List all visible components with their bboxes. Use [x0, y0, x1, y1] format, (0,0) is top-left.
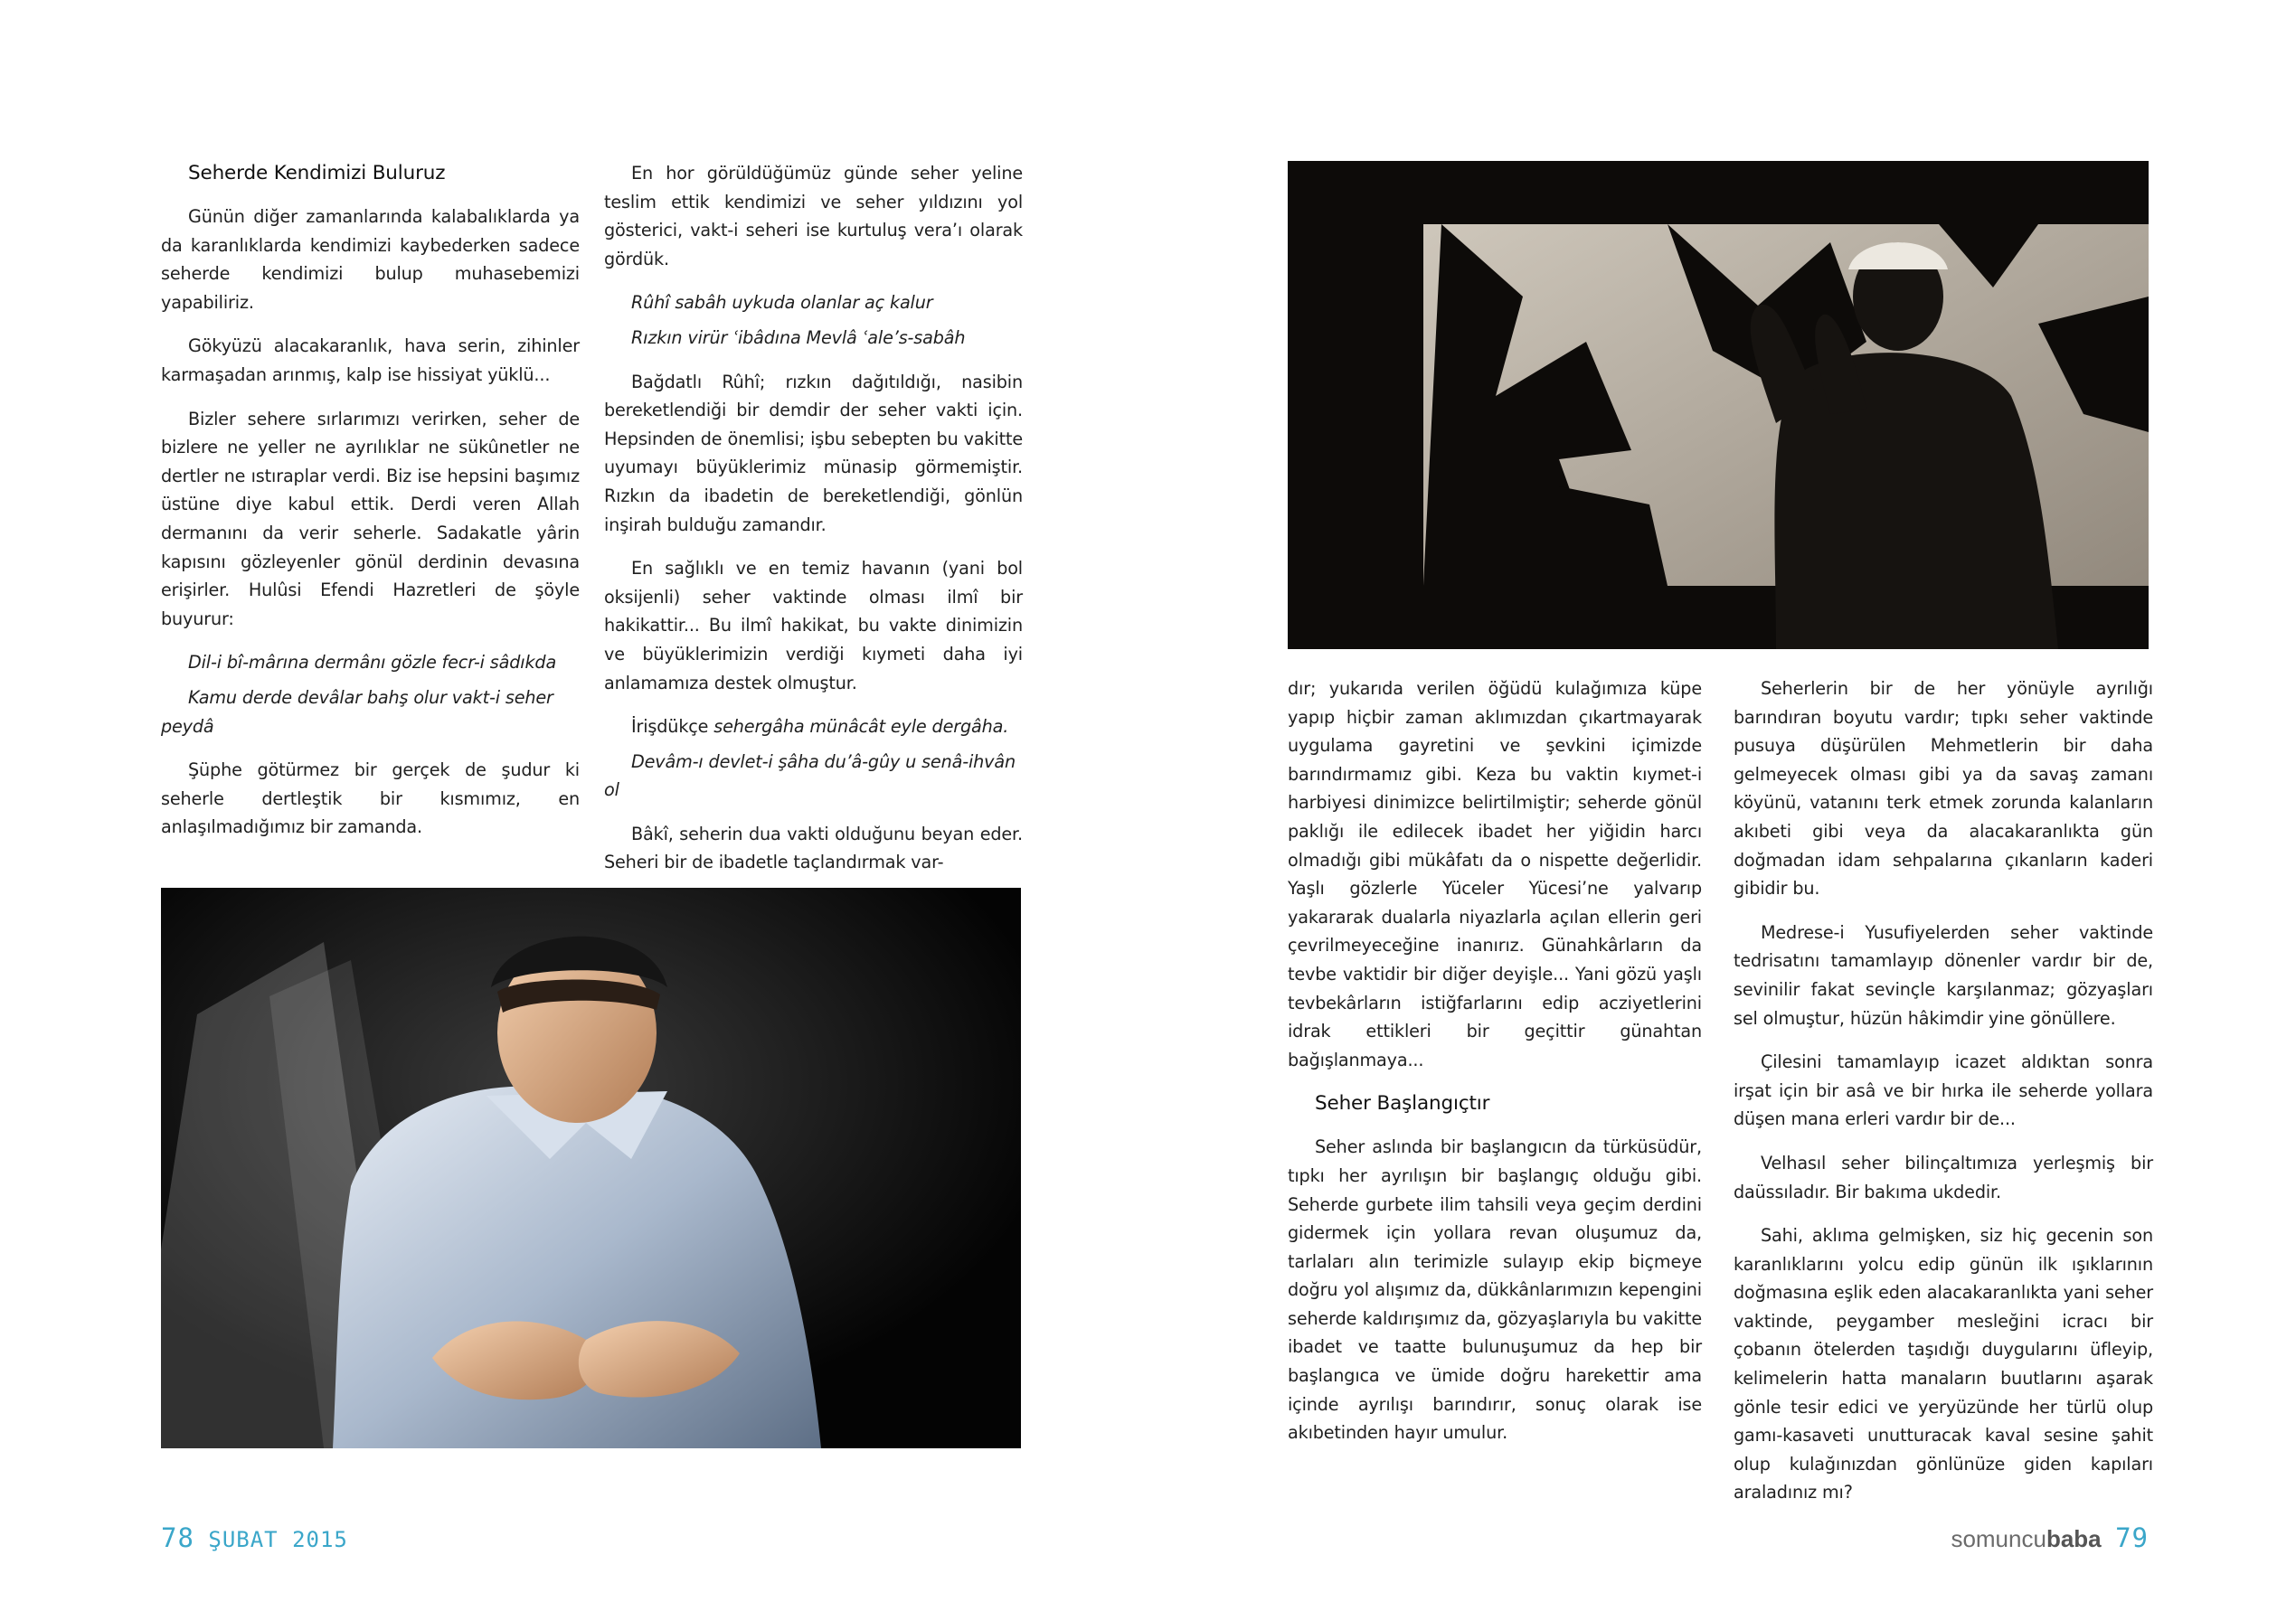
verse-line: Dil-i bî-mârına dermânı gözle fecr-i sâdıkda: [188, 652, 557, 674]
paragraph: Sahi, aklıma gelmişken, siz hiç gecenin son karanlıklarını yolcu edip günün ilk ışıklarının doğmasına eşlik eden alacakaranlıkta yani seher vaktinde, peygamber mesleğini icracı bir çobanın ötelerden taşıdığı duygularını üfleyip, kelimelerin hatta manaların buutlarını aşarak gönle tesir edici ve yeryüzünde her türlü olup gamı-kasaveti unutturacak kaval sesine şahit olup kulağınızdan gönlünüze giden kapıları araladınız mı?: [1734, 1225, 2153, 1503]
paragraph: Bağdatlı Rûhî; rızkın dağıtıldığı, nasibin bereketlendiği bir demdir der seher vakti için. Hepsinden de önemlisi; işbu sebepten bu vakitte uyumayı büyüklerimiz münasip görmemiştir. Rızkın da ibadetin de bereketlendiği, gönlün inşirah bulduğu zamandır.: [604, 371, 1023, 535]
verse-lead: İrişdükçe: [631, 716, 714, 738]
brand-light: somuncu: [1951, 1525, 2046, 1552]
magazine-brand: [1951, 1525, 2101, 1552]
section-heading: Seher Başlangıçtır: [1315, 1092, 1490, 1116]
paragraph: En hor görüldüğümüz günde seher yeline teslim ettik kendimizi ve seher yıldızını yol gösterici, vakt-i seheri ise kurtuluş vera’ı olarak gördük.: [604, 163, 1023, 269]
verse-line: Rızkın virür ʿibâdına Mevlâ ʿale’s-sabâh: [631, 326, 966, 348]
verse-line: Devâm-ı devlet-i şâha du’â-gûy u senâ-ihvân ol: [604, 750, 1016, 801]
praying-man-silhouette-photo: [1288, 161, 2149, 649]
section-heading: Seherde Kendimizi Buluruz: [188, 162, 446, 184]
left-column-1: [161, 159, 580, 857]
right-column-2: [1734, 674, 2153, 1522]
paragraph: Şüphe götürmez bir gerçek de şudur ki seherle dertleştik bir kısmımız, en anlaşılmadığımız bir zamanda.: [161, 759, 580, 838]
photo-illustration: [161, 888, 1021, 1448]
paragraph: Bâkî, seherin dua vakti olduğunu beyan eder. Seheri bir de ibadetle taçlandırmak var-: [604, 823, 1023, 873]
verse-line: [604, 712, 1023, 741]
paragraph: Günün diğer zamanlarında kalabalıklarda ya da karanlıklarda kendimizi kaybederken sadece seherde kendimizi bulup muhasebemizi yapabiliriz.: [161, 206, 580, 313]
verse-line: Rûhî sabâh uykuda olanlar aç kalur: [631, 292, 933, 314]
page-number: 78: [161, 1522, 194, 1553]
folio-right: [1951, 1522, 2149, 1553]
right-column-1: [1288, 674, 1702, 1463]
paragraph: dır; yukarıda verilen öğüdü kulağımıza küpe yapıp hiçbir zaman aklımızdan çıkartmayarak uygulama gayretini ve şevkini içimizde barındırmamız gibi. Keza bu vaktin kıymet-i harbiyesi dinimizce belirtilmiştir; seherde gönül paklığı ile edilecek ibadet her yiğidin harcı olmadığı gibi mükâfatı da o nispette değerlidir. Yaşlı gözlerle Yüceler Yücesi’ne yalvarıp yakararak dualarla niyazlarla açılan ellerin geri çevrilmeyeceğine inanırız. Günahkârların da tevbe vaktidir bir diğer deyişle... Yani gözü yaşlı tevbekârların istiğfarlarını edip acziyetlerini idrak ettikleri bir geçittir günahtan bağışlanmaya...: [1288, 678, 1702, 1070]
paragraph: Bizler sehere sırlarımızı verirken, seher de bizlere ne yeller ne ayrılıklar ne sükûnetler ne dertler ne ıstıraplar verdi. Biz ise hepsini başımız üstüne diye kabul ettik. Derdi veren Allah dermanını da verir seherle. Sadakatle yârin kapısını gözleyenler gönül derdinin devasına erişirler. Hulûsi Efendi Hazretleri de şöyle buyurur:: [161, 408, 580, 629]
issue-date: ŞUBAT 2015: [208, 1527, 348, 1552]
photo-illustration: [1288, 161, 2149, 649]
left-column-2: [604, 159, 1023, 892]
brand-bold: baba: [2046, 1525, 2102, 1552]
verse-line: Kamu derde devâlar bahş olur vakt-i seher peydâ: [161, 686, 553, 737]
folio-left: [161, 1522, 348, 1553]
paragraph: Velhasıl seher bilinçaltımıza yerleşmiş bir daüssıladır. Bir bakıma ukdedir.: [1734, 1152, 2153, 1202]
page-number: 79: [2115, 1522, 2149, 1553]
paragraph: Seherlerin bir de her yönüyle ayrılığı barındıran boyutu vardır; tıpkı seher vaktinde pusuya düşürülen Mehmetlerin bir daha gelmeyecek olması gibi ya da savaş zamanı köyünü, vatanını terk etmek zorunda kalanların akıbeti gibi veya da alacakaranlıkta gün doğmadan idam sehpalarına çıkanların kaderi gibidir bu.: [1734, 678, 2153, 900]
paragraph: Gökyüzü alacakaranlık, hava serin, zihinler karmaşadan arınmış, kalp ise hissiyat yüklü...: [161, 335, 580, 385]
paragraph: Çilesini tamamlayıp icazet aldıktan sonra irşat için bir asâ ve bir hırka ile seherde yollara düşen mana erleri vardır bir de...: [1734, 1051, 2153, 1130]
paragraph: Seher aslında bir başlangıcın da türküsüdür, tıpkı her ayrılışın bir başlangıç olduğu gibi. Seherde gurbete ilim tahsili veya geçim derdini gidermek için yollara revan oluşumuz da, tarlaları alın terimizle sulayıp ekip biçmeye doğru yol alışımız da, dükkânlarımızın kepengini seherde kaldırışımız da, gözyaşlarıyla bu vakitte ibadet ve taatte bulunuşumuz da hep bir başlangıca ve ümide doğru harekettir ama içinde ayrılışı barındırır, sonuç olarak ise akıbetinden hayır umulur.: [1288, 1136, 1702, 1444]
paragraph: Medrese-i Yusufiyelerden seher vaktinde tedrisatını tamamlayıp dönenler vardır bir de, sevinilir fakat sevinçle karşılanmaz; gözyaşları sel olmuştur, hüzün hâkimdir yine gönüllere.: [1734, 921, 2153, 1029]
verse-rest: sehergâha münâcât eyle dergâha.: [713, 716, 1009, 738]
paragraph: En sağlıklı ve en temiz havanın (yani bol oksijenli) seher vaktinde olması ilmî bir hakikattir... Bu ilmî hakikat, bu vakte dinimizin ve büyüklerimizin verdiği kıymeti daha iyi anlamamıza destek olmuştur.: [604, 558, 1023, 693]
praying-young-man-photo: [161, 888, 1021, 1448]
